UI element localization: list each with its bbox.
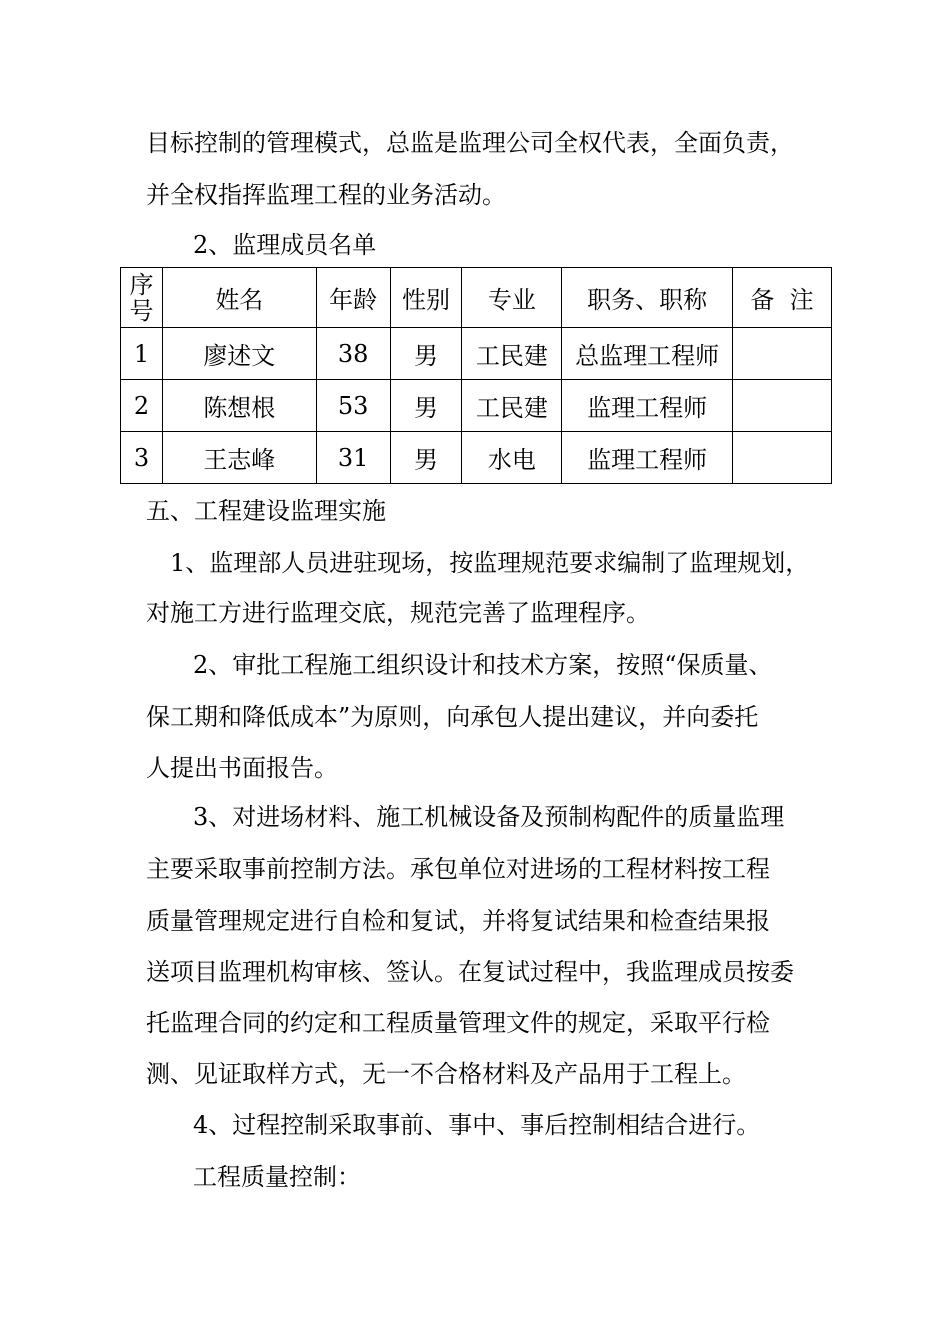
paragraph-3-line-2: 主要采取事前控制方法。承包单位对进场的工程材料按工程 xyxy=(146,855,770,883)
paragraph-2-line-2: 保工期和降低成本”为原则，向承包人提出建议，并向委托 xyxy=(146,703,759,731)
header-remark: 备 注 xyxy=(733,268,832,328)
paragraph-1-line-2: 对施工方进行监理交底，规范完善了监理程序。 xyxy=(146,599,650,627)
paragraph-3-line-3: 质量管理规定进行自检和复试，并将复试结果和检查结果报 xyxy=(146,907,770,935)
cell-seq: 3 xyxy=(121,432,163,484)
cell-major: 工民建 xyxy=(462,328,562,380)
cell-gender: 男 xyxy=(390,328,462,380)
intro-line-1: 目标控制的管理模式，总监是监理公司全权代表，全面负责， xyxy=(146,129,794,157)
paragraph-4: 4、过程控制采取事前、事中、事后控制相结合进行。 xyxy=(193,1111,761,1139)
cell-seq: 2 xyxy=(121,380,163,432)
header-seq: 序 号 xyxy=(121,268,163,328)
header-title: 职务、职称 xyxy=(562,268,733,328)
section-heading: 五、工程建设监理实施 xyxy=(146,497,386,525)
table-row xyxy=(121,380,832,432)
cell-remark xyxy=(733,380,832,432)
staff-list-heading: 2、监理成员名单 xyxy=(193,231,377,259)
header-major: 专业 xyxy=(462,268,562,328)
cell-age: 53 xyxy=(316,380,390,432)
cell-remark xyxy=(733,328,832,380)
paragraph-3-line-5: 托监理合同的约定和工程质量管理文件的规定，采取平行检 xyxy=(146,1009,770,1037)
header-age: 年龄 xyxy=(316,268,390,328)
cell-gender: 男 xyxy=(390,380,462,432)
paragraph-3-line-6: 测、见证取样方式，无一不合格材料及产品用于工程上。 xyxy=(146,1060,746,1088)
cell-name: 陈想根 xyxy=(162,380,316,432)
staff-table xyxy=(120,267,832,484)
cell-major: 工民建 xyxy=(462,380,562,432)
cell-remark xyxy=(733,432,832,484)
table-header-row xyxy=(121,268,832,328)
cell-name: 王志峰 xyxy=(162,432,316,484)
paragraph-1-line-1: 1、监理部人员进驻现场，按监理规范要求编制了监理规划， xyxy=(170,549,810,577)
table-row xyxy=(121,328,832,380)
cell-title: 监理工程师 xyxy=(562,380,733,432)
header-gender: 性别 xyxy=(390,268,462,328)
cell-seq: 1 xyxy=(121,328,163,380)
cell-title: 总监理工程师 xyxy=(562,328,733,380)
table-row xyxy=(121,432,832,484)
paragraph-5: 工程质量控制： xyxy=(193,1163,361,1191)
paragraph-3-line-4: 送项目监理机构审核、签认。在复试过程中，我监理成员按委 xyxy=(146,958,794,986)
header-name: 姓名 xyxy=(162,268,316,328)
intro-line-2: 并全权指挥监理工程的业务活动。 xyxy=(146,181,506,209)
paragraph-3-line-1: 3、对进场材料、施工机械设备及预制构配件的质量监理 xyxy=(193,803,785,831)
cell-name: 廖述文 xyxy=(162,328,316,380)
cell-gender: 男 xyxy=(390,432,462,484)
paragraph-2-line-3: 人提出书面报告。 xyxy=(146,754,338,782)
cell-major: 水电 xyxy=(462,432,562,484)
cell-age: 31 xyxy=(316,432,390,484)
cell-title: 监理工程师 xyxy=(562,432,733,484)
cell-age: 38 xyxy=(316,328,390,380)
paragraph-2-line-1: 2、审批工程施工组织设计和技术方案，按照“保质量、 xyxy=(193,651,773,679)
